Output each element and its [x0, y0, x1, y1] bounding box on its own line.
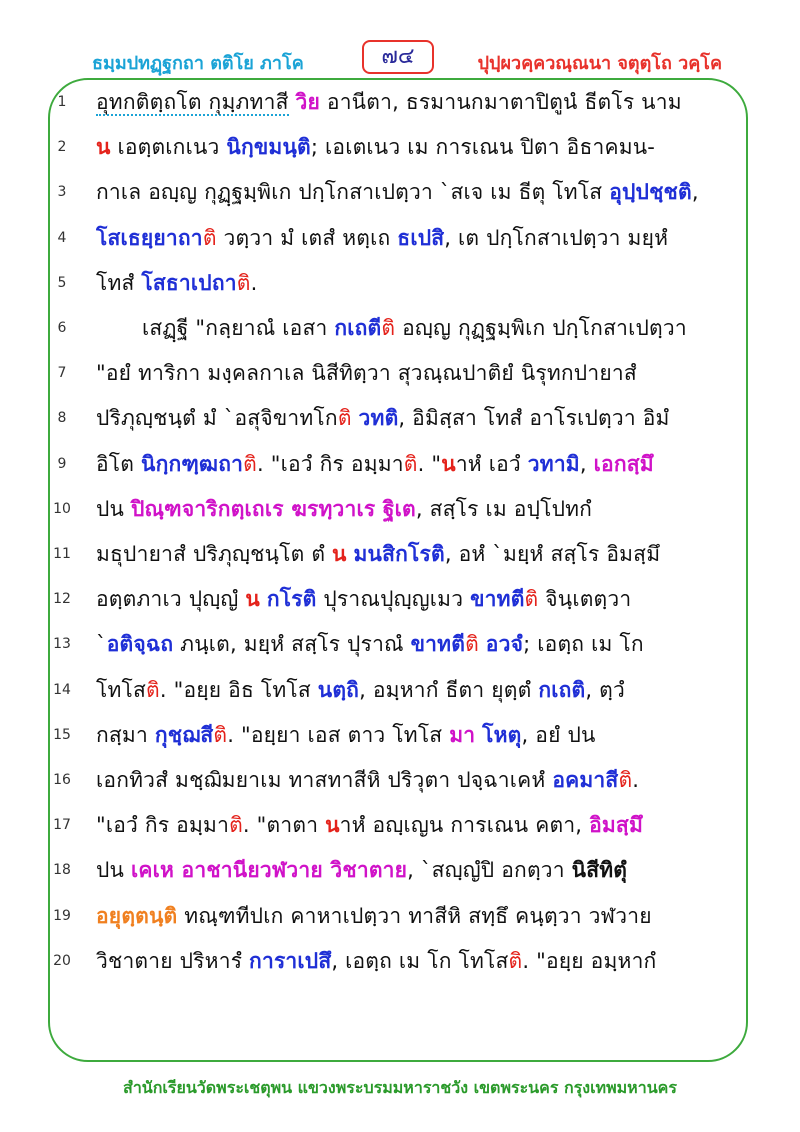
- line-number: 11: [53, 546, 71, 562]
- text-segment: อานีตา, ธรมานกมาตาปิตูนํ ธีตโร นาม: [320, 90, 682, 114]
- text-segment: อุปฺปชฺชติ: [609, 180, 692, 205]
- line-number: 8: [57, 410, 67, 427]
- text-segment: จินฺเตตฺวา: [538, 587, 632, 612]
- text-segment: กเถตี: [334, 316, 382, 340]
- text-segment: อิโต: [96, 451, 142, 476]
- text-line: [0, 760, 800, 804]
- line-text: [96, 176, 724, 209]
- line-text: [96, 628, 724, 661]
- text-segment: [479, 632, 486, 656]
- text-segment: "อยํ ทาริกา มงฺคลกาเล นิสีทิตฺวา สุวณฺณปาติยํ นิรุทกปายาสํ: [96, 361, 637, 386]
- line-number: 18: [53, 862, 71, 879]
- text-segment: เอกสฺมึ: [593, 451, 654, 476]
- line-number: 10: [53, 500, 71, 517]
- text-segment: วทามิ: [527, 451, 580, 476]
- text-segment: อวจํ: [485, 632, 524, 657]
- text-segment: , อิมิสฺสา โทสํ อาโรเปตฺวา อิมํ: [398, 406, 670, 431]
- line-text: [96, 131, 724, 164]
- text-segment: อคมาสี: [552, 768, 619, 792]
- text-segment: กสฺมา: [96, 722, 155, 747]
- text-line: [0, 624, 800, 668]
- text-segment: ติ: [403, 451, 418, 476]
- line-text: [96, 900, 724, 933]
- text-segment: อญฺญ กุฏฺฐมฺพิเก ปกฺโกสาเปตฺวา: [395, 316, 687, 340]
- text-segment: ขาทตี: [410, 632, 466, 657]
- text-segment: เสฏฺฐี "กลฺยาณํ เอสา: [142, 316, 335, 340]
- text-segment: ติ: [236, 270, 251, 295]
- text-segment: "เอวํ กิร อมฺมา: [96, 813, 230, 838]
- line-text: [96, 538, 724, 571]
- line-text: [96, 86, 724, 119]
- text-segment: วิชาตาย ปริหารํ: [96, 948, 250, 973]
- line-text: [96, 719, 724, 752]
- text-segment: ติ: [213, 722, 228, 747]
- line-text: [96, 267, 724, 300]
- text-segment: โทสํ: [96, 270, 142, 295]
- text-segment: วทติ: [358, 406, 399, 431]
- line-text: [96, 312, 724, 345]
- line-number: 16: [53, 772, 71, 788]
- text-segment: นิกฺขมนฺติ: [226, 135, 311, 160]
- text-line: [0, 850, 800, 894]
- text-segment: น: [441, 451, 456, 476]
- line-number: 13: [53, 636, 71, 653]
- text-segment: ปน: [96, 858, 131, 883]
- text-segment: กเถติ: [538, 677, 586, 702]
- line-text: [96, 764, 724, 797]
- text-segment: นิกฺกฑฺฒถา: [141, 451, 244, 476]
- text-line: [0, 489, 800, 533]
- line-number: 14: [53, 681, 71, 698]
- text-segment: , อยํ ปน: [521, 722, 596, 747]
- text-line: [0, 263, 800, 307]
- text-segment: ติ: [524, 587, 539, 612]
- text-line: [0, 896, 800, 940]
- line-number: 4: [57, 229, 67, 246]
- line-number: 9: [57, 455, 67, 472]
- line-text: [96, 674, 724, 707]
- text-segment: ปริภุญฺชนฺตํ มํ `อสุจิขาทโก: [96, 406, 338, 431]
- line-number: 1: [57, 94, 67, 110]
- text-segment: , อมฺหากํ ธีตา ยุตฺตํ: [359, 677, 539, 702]
- text-segment: . "เอวํ กิร อมฺมา: [256, 451, 404, 476]
- text-line: [0, 308, 800, 352]
- text-segment: นตฺถิ: [317, 677, 360, 702]
- line-text: [96, 222, 724, 255]
- text-segment: ธเปสิ: [397, 225, 445, 250]
- footer-institution: สำนักเรียนวัดพระเชตุพน แขวงพระบรมมหาราชวัง เขตพระนคร กรุงเทพมหานคร: [123, 1078, 677, 1097]
- text-segment: มา: [449, 722, 476, 747]
- text-segment: กาเล อญฺญ กุฏฺฐมฺพิเก ปกฺโกสาเปตฺวา `สเจ เม ธีตุ โทโส: [96, 180, 610, 205]
- text-segment: อตฺตภาเว ปุญฺญํ: [96, 587, 246, 612]
- line-number: 7: [57, 365, 67, 382]
- text-segment: ติ: [229, 813, 243, 838]
- line-number: 2: [57, 139, 67, 156]
- text-segment: ปิณฺฑจาริกตฺเถเร ฆรทฺวาเร ฐิเต: [130, 496, 416, 521]
- page-header: [0, 40, 800, 80]
- text-segment: วิย: [295, 90, 320, 114]
- text-segment: ,: [579, 451, 594, 476]
- line-text: [96, 809, 724, 842]
- text-segment: , อหํ `มยฺหํ สสฺโร อิมสฺมึ: [444, 542, 661, 566]
- text-segment: , เอตฺถ เม โก โทโส: [331, 948, 509, 973]
- page-number: ๗๔: [362, 40, 434, 74]
- line-number: 17: [53, 817, 71, 834]
- text-segment: ทณฺฑทีปเก คาหาเปตฺวา ทาสีหิ สทฺธึ คนฺตฺวา วฬวาย: [177, 903, 652, 928]
- text-segment: อิมสฺมึ: [589, 813, 643, 838]
- text-segment: การาเปสึ: [249, 948, 332, 973]
- text-segment: ติ: [618, 768, 633, 792]
- text-segment: ,: [691, 180, 699, 205]
- text-segment: , ตฺวํ: [585, 677, 625, 702]
- line-text: [96, 854, 724, 887]
- text-segment: ติ: [243, 451, 257, 476]
- text-segment: ปน: [96, 496, 131, 521]
- text-segment: กโรติ: [266, 587, 317, 612]
- text-segment: . "อยฺยา เอส ตาว โทโส: [227, 722, 450, 747]
- line-number: 3: [57, 184, 67, 201]
- text-line: [0, 941, 800, 985]
- book-title: ธมฺมปทฏฺฐกถา ตติโย ภาโค: [92, 53, 304, 74]
- line-number: 15: [53, 726, 71, 743]
- text-segment: น: [332, 542, 347, 566]
- text-line: [0, 579, 800, 623]
- text-line: [0, 805, 800, 849]
- text-segment: ปุราณปุญฺญเมว: [316, 587, 471, 612]
- text-segment: โสเธยฺยาถา: [96, 225, 203, 250]
- text-segment: ภนฺเต, มยฺหํ สสฺโร ปุราณํ: [173, 632, 411, 657]
- text-segment: น: [96, 135, 111, 160]
- text-segment: , สสฺโร เม อปฺโปทกํ: [415, 496, 593, 521]
- text-line: [0, 670, 800, 714]
- text-segment: .: [250, 270, 258, 295]
- text-segment: ติ: [508, 948, 523, 973]
- text-segment: ; เอเตเนว เม การเณน ปิตา อิธาคมน-: [310, 135, 656, 160]
- text-segment: าหํ อญฺเญน การเณน คตา,: [339, 813, 590, 838]
- text-segment: [260, 587, 267, 611]
- line-number: 20: [53, 952, 71, 969]
- text-segment: ติ: [381, 316, 396, 340]
- line-text: [96, 448, 724, 481]
- line-text: [96, 493, 724, 526]
- line-text: [96, 357, 724, 390]
- text-line: [0, 127, 800, 171]
- line-text: [96, 402, 724, 435]
- text-segment: เอกทิวสํ มชฺฌิมยาเม ทาสทาสีหิ ปริวุตา ปจฺฉาเคหํ: [96, 768, 553, 792]
- text-segment: [289, 90, 296, 114]
- text-segment: วตฺวา มํ เตสํ หตฺเถ: [216, 225, 398, 250]
- text-segment: . "อยฺย อมฺหากํ: [522, 948, 657, 973]
- line-number: 6: [57, 320, 67, 336]
- text-segment: มนสิกโรติ: [353, 542, 445, 566]
- text-segment: มธุปายาสํ ปริภุญฺชนฺโต ตํ: [96, 542, 333, 566]
- text-segment: ติ: [202, 225, 217, 250]
- text-line: [0, 82, 800, 126]
- text-segment: นิสีทิตุํ: [571, 858, 628, 883]
- text-segment: ขาทตี: [470, 587, 525, 612]
- text-segment: โหตุ: [482, 722, 522, 747]
- text-segment: , `สญฺญํปิ อกตฺวา: [407, 858, 572, 883]
- text-segment: .: [632, 768, 640, 792]
- text-segment: . "อยฺย อิธ โทโส: [159, 677, 318, 702]
- text-segment: ติ: [465, 632, 479, 657]
- text-segment: อติจฺฉถ: [106, 632, 174, 657]
- text-segment: [352, 406, 359, 430]
- line-number: 12: [53, 591, 71, 608]
- text-segment: . "ตาตา: [242, 813, 326, 838]
- text-segment: โสธาเปถา: [141, 270, 237, 295]
- text-segment: กุชฺฌสี: [154, 722, 214, 747]
- line-number: 19: [53, 907, 71, 924]
- text-line: [0, 353, 800, 397]
- chapter-title: ปุปฺผวคฺควณฺณนา จตุตฺโถ วคฺโค: [477, 53, 722, 74]
- text-segment: โทโส: [96, 677, 147, 702]
- text-line: [0, 715, 800, 759]
- text-line: [0, 444, 800, 488]
- text-segment: อยุตฺตนฺติ: [96, 903, 178, 928]
- text-segment: ติ: [337, 406, 352, 431]
- text-segment: เอตฺตเกเนว: [110, 135, 227, 160]
- line-text: [96, 583, 724, 616]
- text-line: [0, 218, 800, 262]
- line-text: [96, 945, 724, 978]
- text-segment: น: [325, 813, 340, 838]
- text-segment: ; เอตฺถ เม โก: [523, 632, 644, 657]
- text-segment: อุทกติตฺถโต กุมฺภทาสี: [96, 90, 289, 114]
- text-line: [0, 398, 800, 442]
- text-segment: เคเห อาชานียวฬวาย วิชาตาย: [130, 858, 408, 883]
- text-segment: าหํ เอวํ: [455, 451, 528, 476]
- text-segment: น: [245, 587, 260, 612]
- line-number: 5: [57, 274, 67, 291]
- text-line: [0, 534, 800, 578]
- text-segment: `: [96, 632, 107, 657]
- text-segment: , เต ปกฺโกสาเปตฺวา มยฺหํ: [444, 225, 669, 250]
- text-line: [0, 172, 800, 216]
- text-segment: . ": [417, 451, 442, 476]
- text-segment: ติ: [146, 677, 160, 702]
